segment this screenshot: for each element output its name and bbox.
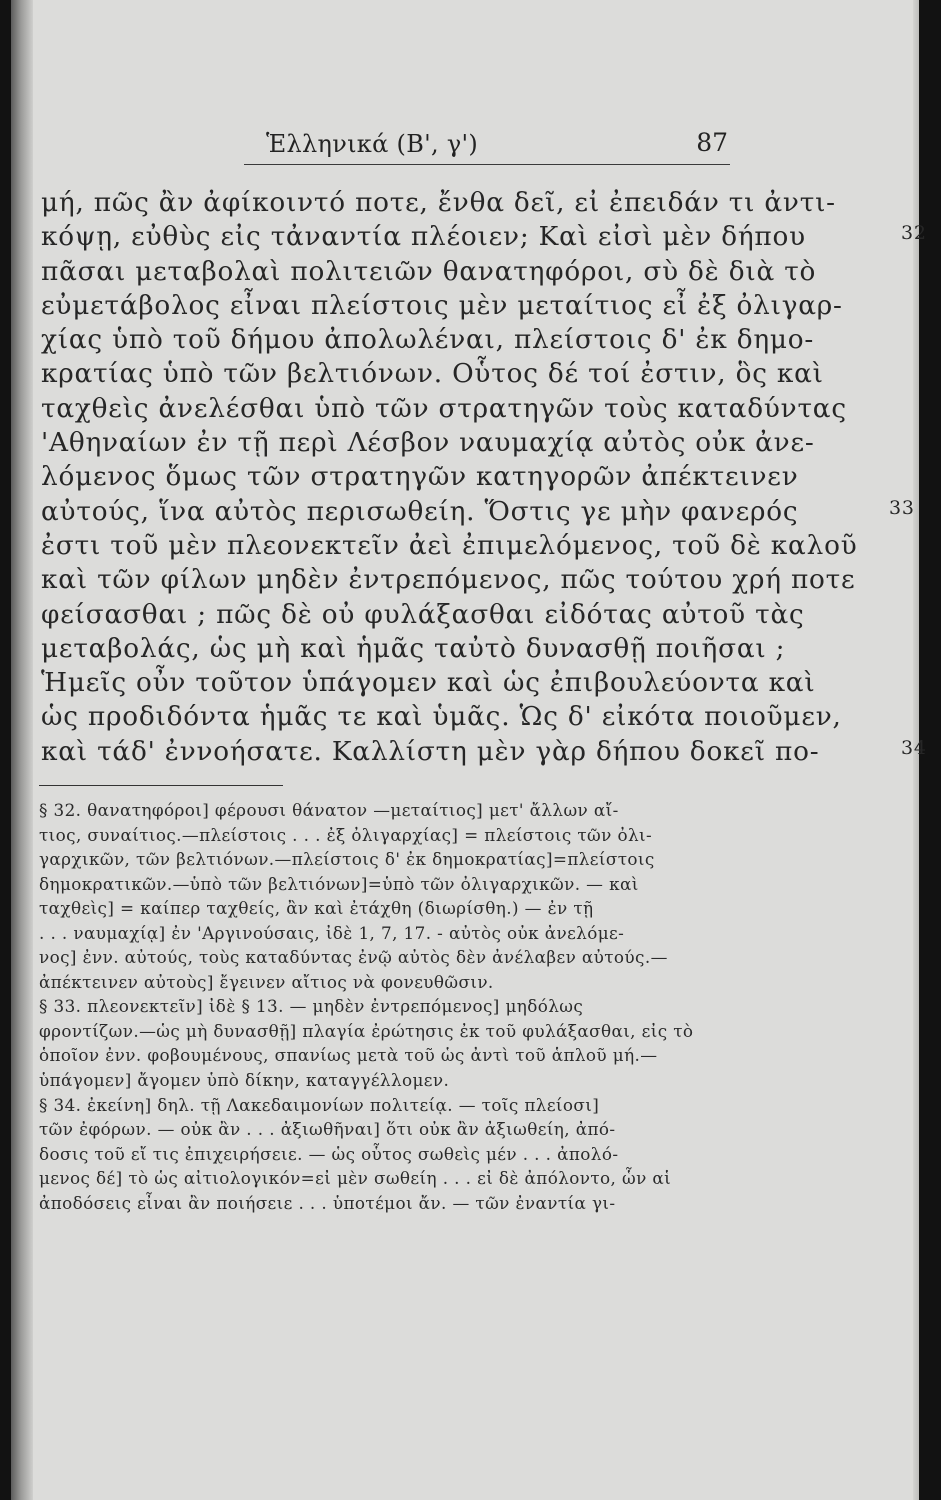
section-marker: 34 (901, 736, 927, 759)
text-line (41, 495, 941, 529)
text-line (41, 700, 941, 734)
footnote-rule (39, 785, 283, 786)
text-line (41, 529, 941, 563)
text-line (41, 323, 941, 357)
text-line (41, 460, 941, 494)
text-line-content: 'Αθηναίων ἐν τῇ περὶ Λέσβον ναυμαχίᾳ αὐτὸς οὐκ ἀνε- (41, 428, 815, 459)
text-line-content: φείσασθαι ; πῶς δὲ οὐ φυλάξασθαι εἰδότας αὐτοῦ τὰς (41, 599, 805, 630)
page-number: 87 (696, 128, 728, 157)
text-line (41, 186, 941, 220)
footnote-line: φροντίζων.—ὡς μὴ δυνασθῇ] πλαγία ἐρώτησις ἐκ τοῦ φυλάξασθαι, εἰς τὸ (39, 1020, 694, 1041)
text-line-content: λόμενος ὅμως τῶν στρατηγῶν κατηγορῶν ἀπέκτεινεν (41, 462, 799, 493)
text-line-content: μή, πῶς ἂν ἀφίκοιντό ποτε, ἔνθα δεῖ, εἰ ἐπειδάν τι ἀντι- (41, 188, 836, 218)
text-line (41, 357, 941, 391)
text-line (41, 735, 941, 769)
footnote-line: . . . ναυμαχίᾳ] ἐν 'Αργινούσαις, ἰδὲ 1, 7, 17. - αὐτὸς οὐκ ἀνελόμε- (39, 922, 625, 943)
text-line (41, 666, 941, 700)
text-line (41, 392, 941, 426)
text-line-content: εὐμετάβολος εἶναι πλείστοις μὲν μεταίτιος εἶ ἐξ ὀλιγαρ- (41, 290, 843, 321)
footnote-line: γαρχικῶν, τῶν βελτιόνων.—πλείστοις δ' ἐκ δημοκρατίας]=πλείστοις (39, 849, 655, 870)
text-line-content: ἐστι τοῦ μὲν πλεονεκτεῖν ἀεὶ ἐπιμελόμενος, τοῦ δὲ καλοῦ (41, 530, 858, 561)
text-line-content: πᾶσαι μεταβολαὶ πολιτειῶν θανατηφόροι, σὺ δὲ διὰ τὸ (41, 256, 817, 287)
footnotes (39, 798, 919, 1215)
text-line-content: καὶ τῶν φίλων μηδὲν ἐντρεπόμενος, πῶς τούτου χρή ποτε (41, 565, 856, 596)
running-header (244, 128, 730, 165)
footnote-line: μενος δέ] τὸ ὡς αἰτιολογικόν=εἰ μὲν σωθείη . . . εἰ δὲ ἀπόλοντο, ὧν αἱ (39, 1168, 672, 1189)
footnote-line: § 34. ἐκείνη] δηλ. τῇ Λακεδαιμονίων πολιτείᾳ. — τοῖς πλείοσι] (39, 1094, 600, 1115)
text-line-content: μεταβολάς, ὡς μὴ καὶ ἡμᾶς ταὐτὸ δυνασθῇ ποιῆσαι ; (41, 633, 786, 664)
footnote-line: τῶν ἐφόρων. — οὐκ ἂν . . . ἀξιωθῆναι] ὅτι οὐκ ἂν ἀξιωθείη, ἀπό- (39, 1119, 616, 1140)
footnote-line: ταχθεὶς] = καίπερ ταχθείς, ἂν καὶ ἐτάχθη (διωρίσθη.) — ἐν τῇ (39, 898, 594, 919)
text-line-content: ὡς προδιδόντα ἡμᾶς τε καὶ ὑμᾶς. Ὡς δ' εἰκότα ποιοῦμεν, (41, 702, 842, 733)
text-line (41, 426, 941, 460)
footnote-line: δημοκρατικῶν.—ὑπὸ τῶν βελτιόνων]=ὑπὸ τῶν ὀλιγαρχικῶν. — καὶ (39, 873, 639, 894)
text-line-content: κρατίας ὑπὸ τῶν βελτιόνων. Οὗτος δέ τοί ἐστιν, ὃς καὶ (41, 359, 824, 390)
main-text (41, 186, 941, 769)
footnote-line: νος] ἐνν. αὐτούς, τοὺς καταδύντας ἐνῷ αὐτὸς δὲν ἀνέλαβεν αὐτούς.— (39, 947, 668, 968)
footnote-line: § 33. πλεονεκτεῖν] ἰδὲ § 13. — μηδὲν ἐντρεπόμενος] μηδόλως (39, 996, 584, 1017)
book-page (11, 0, 927, 1500)
text-line-content: ταχθεὶς ἀνελέσθαι ὑπὸ τῶν στρατηγῶν τοὺς καταδύντας (41, 393, 847, 424)
footnote-line: ἀπέκτεινεν αὐτοὺς] ἔγεινεν αἴτιος νὰ φονευθῶσιν. (39, 971, 494, 992)
running-title: Ἑλληνικά (Β', γ') (266, 130, 479, 158)
text-line-content: κόψῃ, εὐθὺς εἰς τἀναντία πλέοιεν; Καὶ εἰσὶ μὲν δήπου (41, 222, 806, 253)
text-line-content: χίας ὑπὸ τοῦ δήμου ἀπολωλέναι, πλείστοις δ' ἐκ δημο- (41, 325, 815, 356)
text-line-content: καὶ τάδ' ἐννοήσατε. Καλλίστη μὲν γὰρ δήπου δοκεῖ πο- (41, 736, 820, 767)
text-line (41, 289, 941, 323)
footnote-line: δοσις τοῦ εἴ τις ἐπιχειρήσειε. — ὡς οὗτος σωθεὶς μέν . . . ἀπολό- (39, 1143, 619, 1164)
text-line-content: αὐτούς, ἵνα αὐτὸς περισωθείη. Ὅστις γε μὴν φανερός (41, 496, 799, 527)
text-line (41, 255, 941, 289)
text-line (41, 632, 941, 666)
gutter-shadow (11, 0, 33, 1500)
text-line (41, 563, 941, 597)
footnote-line: ὑπάγομεν] ἄγομεν ὑπὸ δίκην, καταγγέλλομεν. (39, 1070, 450, 1091)
footnote-line: ὁποῖον ἐνν. φοβουμένους, σπανίως μετὰ τοῦ ὡς ἀντὶ τοῦ ἁπλοῦ μή.— (39, 1045, 658, 1066)
text-line (41, 598, 941, 632)
section-marker: 33 (889, 496, 915, 519)
section-marker: 32 (901, 222, 927, 245)
footnote-line: § 32. θανατηφόροι] φέρουσι θάνατον —μεταίτιος] μετ' ἄλλων αἴ- (39, 800, 619, 820)
text-line (41, 220, 941, 254)
footnote-line: ἀποδόσεις εἶναι ἂν ποιήσειε . . . ὑποτέμοι ἄν. — τῶν ἐναντία γι- (39, 1192, 616, 1213)
text-line-content: Ἡμεῖς οὖν τοῦτον ὑπάγομεν καὶ ὡς ἐπιβουλεύοντα καὶ (41, 668, 816, 699)
footnote-line: τιος, συναίτιος.—πλείστοις . . . ἐξ ὀλιγαρχίας] = πλείστοις τῶν ὀλι- (39, 824, 653, 845)
